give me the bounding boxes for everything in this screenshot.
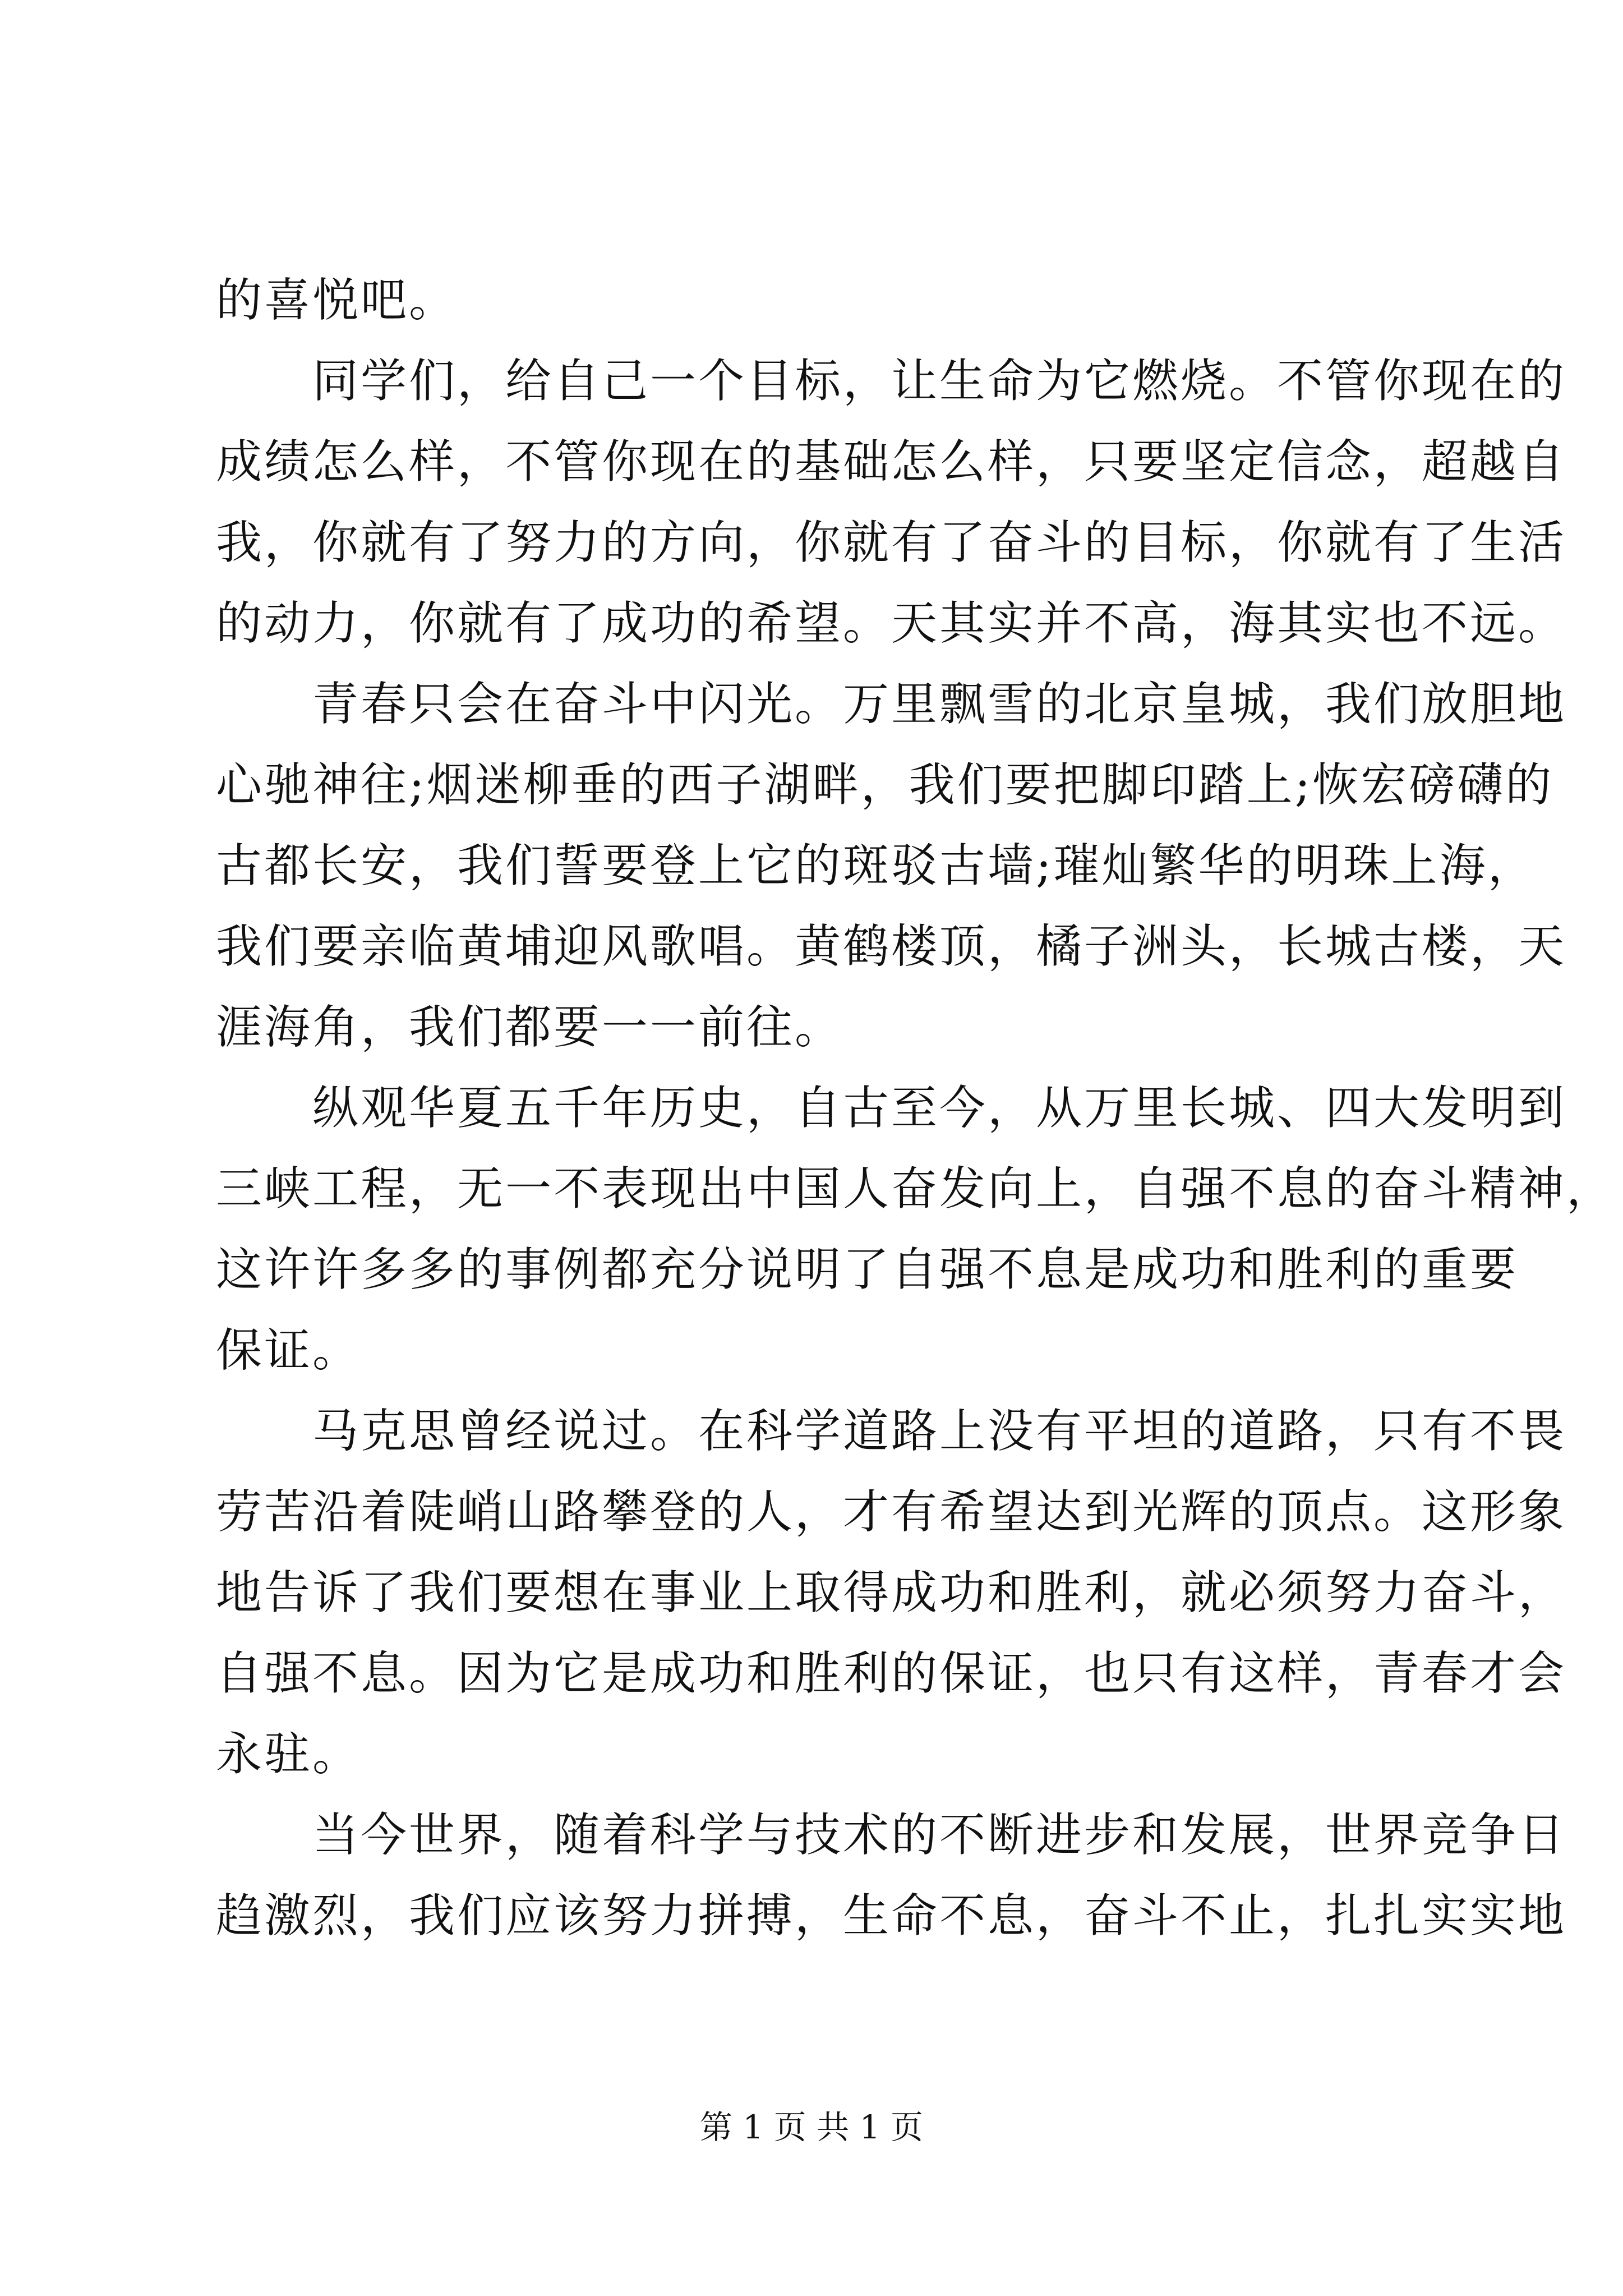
text-line: 我，你就有了努力的方向，你就有了奋斗的目标，你就有了生活 [216,516,1567,569]
text-line: 的喜悦吧。 [216,274,458,327]
paragraph-first-line: 当今世界，随着科学与技术的不断进步和发展，世界竞争日 [312,1809,1567,1862]
text-line: 涯海角，我们都要一一前往。 [216,1001,843,1054]
text-line: 保证。 [216,1324,361,1377]
text-line: 心驰神往;烟迷柳垂的西子湖畔，我们要把脚印踏上;恢宏磅礴的 [216,758,1554,812]
paragraph-first-line: 青春只会在奋斗中闪光。万里飘雪的北京皇城，我们放胆地 [312,678,1567,731]
paragraph-first-line: 同学们，给自己一个目标，让生命为它燃烧。不管你现在的 [312,355,1567,408]
text-line: 的动力，你就有了成功的希望。天其实并不高，海其实也不远。 [216,597,1567,650]
page-number-footer: 第 1 页 共 1 页 [700,2108,923,2146]
text-line: 成绩怎么样，不管你现在的基础怎么样，只要坚定信念，超越自 [216,435,1567,489]
paragraph-first-line: 纵观华夏五千年历史，自古至今，从万里长城、四大发明到 [312,1082,1567,1135]
text-line: 永驻。 [216,1728,361,1781]
text-line: 这许许多多的事例都充分说明了自强不息是成功和胜利的重要 [216,1243,1519,1296]
text-line: 我们要亲临黄埔迎风歌唱。黄鹤楼顶，橘子洲头，长城古楼，天 [216,920,1567,973]
body-text [216,260,1615,1957]
text-line: 古都长安，我们誓要登上它的斑驳古墙;璀灿繁华的明珠上海， [216,839,1536,892]
text-line: 地告诉了我们要想在事业上取得成功和胜利，就必须努力奋斗， [216,1566,1567,1619]
text-line: 三峡工程，无一不表现出中国人奋发向上，自强不息的奋斗精神， [216,1162,1615,1216]
paragraph-first-line: 马克思曾经说过。在科学道路上没有平坦的道路，只有不畏 [312,1405,1567,1458]
text-line: 劳苦沿着陡峭山路攀登的人，才有希望达到光辉的顶点。这形象 [216,1485,1567,1539]
text-line: 自强不息。因为它是成功和胜利的保证，也只有这样，青春才会 [216,1647,1567,1700]
text-line: 趋激烈，我们应该努力拼搏，生命不息，奋斗不止，扎扎实实地 [216,1889,1567,1943]
